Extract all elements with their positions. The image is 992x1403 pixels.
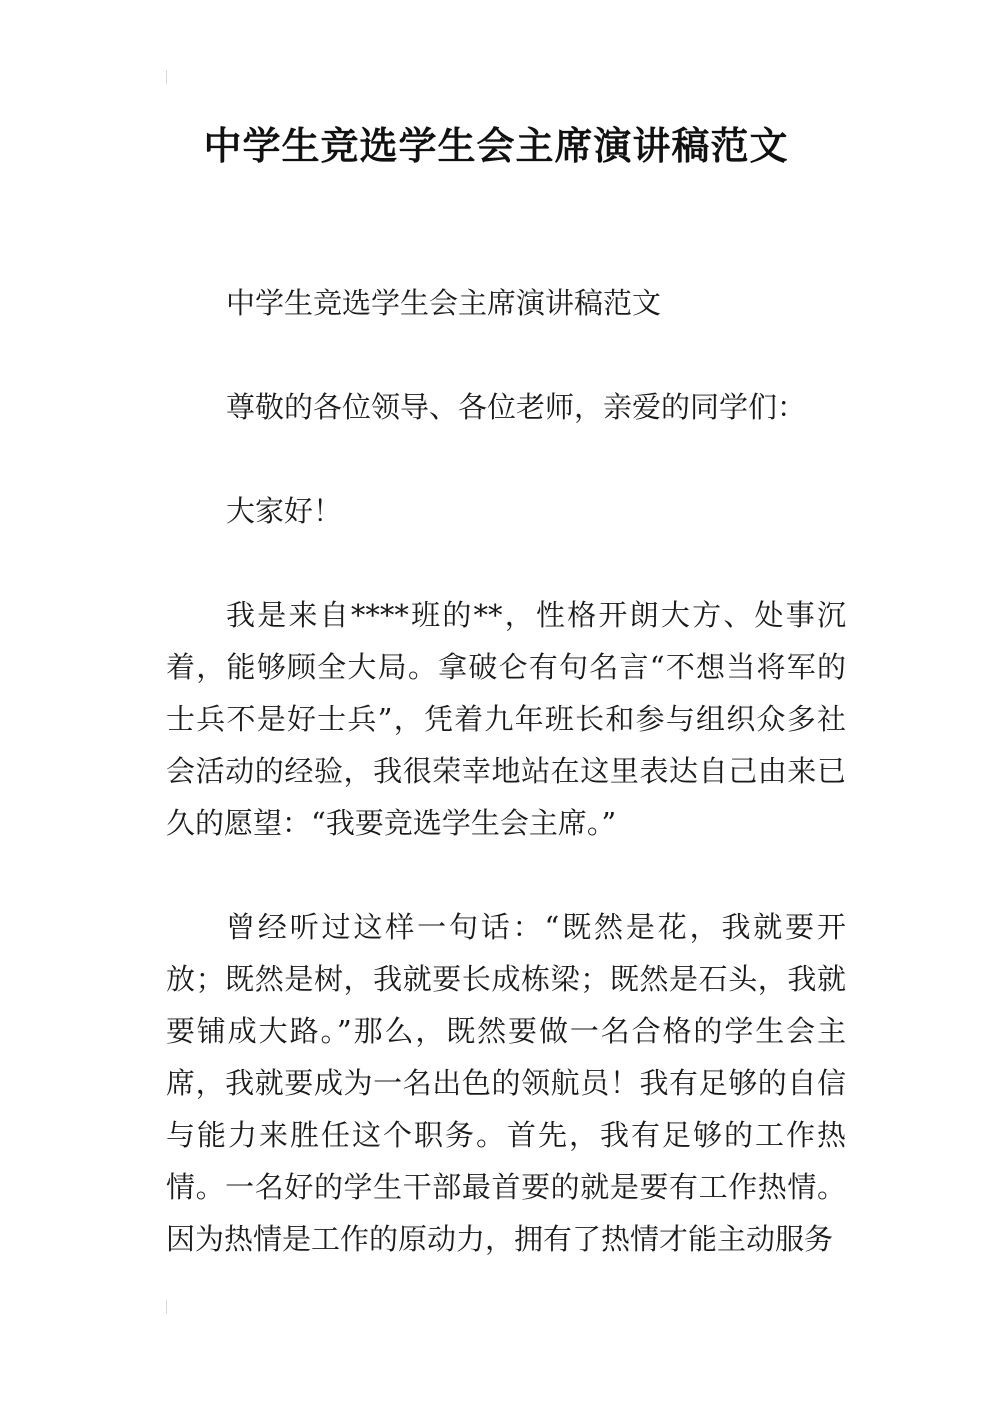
document-title: 中学生竞选学生会主席演讲稿范文 xyxy=(203,124,789,168)
crop-mark-top xyxy=(166,70,167,84)
paragraph-greeting xyxy=(166,485,846,537)
paragraph-subtitle xyxy=(166,277,846,329)
paragraph-text: 大家好！ xyxy=(226,494,343,528)
paragraph-text: 曾经听过这样一句话：“既然是花，我就要开放；既然是树，我就要长成栋梁；既然是石头，我就要铺成大路。”那么，既然要做一名合格的学生会主席，我就要成为一名出色的领航员！我有足够的自信与能力来胜任这个职务。首先，我有足够的工作热情。一名好的学生干部最首要的就是要有工作热情。因为热情是工作的原动力，拥有了热情才能主动服务 xyxy=(166,910,846,1256)
paragraph-text: 我是来自****班的**，性格开朗大方、处事沉着，能够顾全大局。拿破仑有句名言“不想当将军的士兵不是好士兵”，凭着九年班长和参与组织众多社会活动的经验，我很荣幸地站在这里表达自己由来已久的愿望：“我要竞选学生会主席。” xyxy=(166,598,846,840)
paragraph-salutation xyxy=(166,381,846,433)
paragraph-introduction xyxy=(166,589,846,849)
paragraph-text: 尊敬的各位领导、各位老师，亲爱的同学们： xyxy=(226,390,807,424)
paragraph-body xyxy=(166,901,846,1265)
paragraph-text: 中学生竞选学生会主席演讲稿范文 xyxy=(226,286,662,320)
crop-mark-bottom xyxy=(166,1300,167,1314)
